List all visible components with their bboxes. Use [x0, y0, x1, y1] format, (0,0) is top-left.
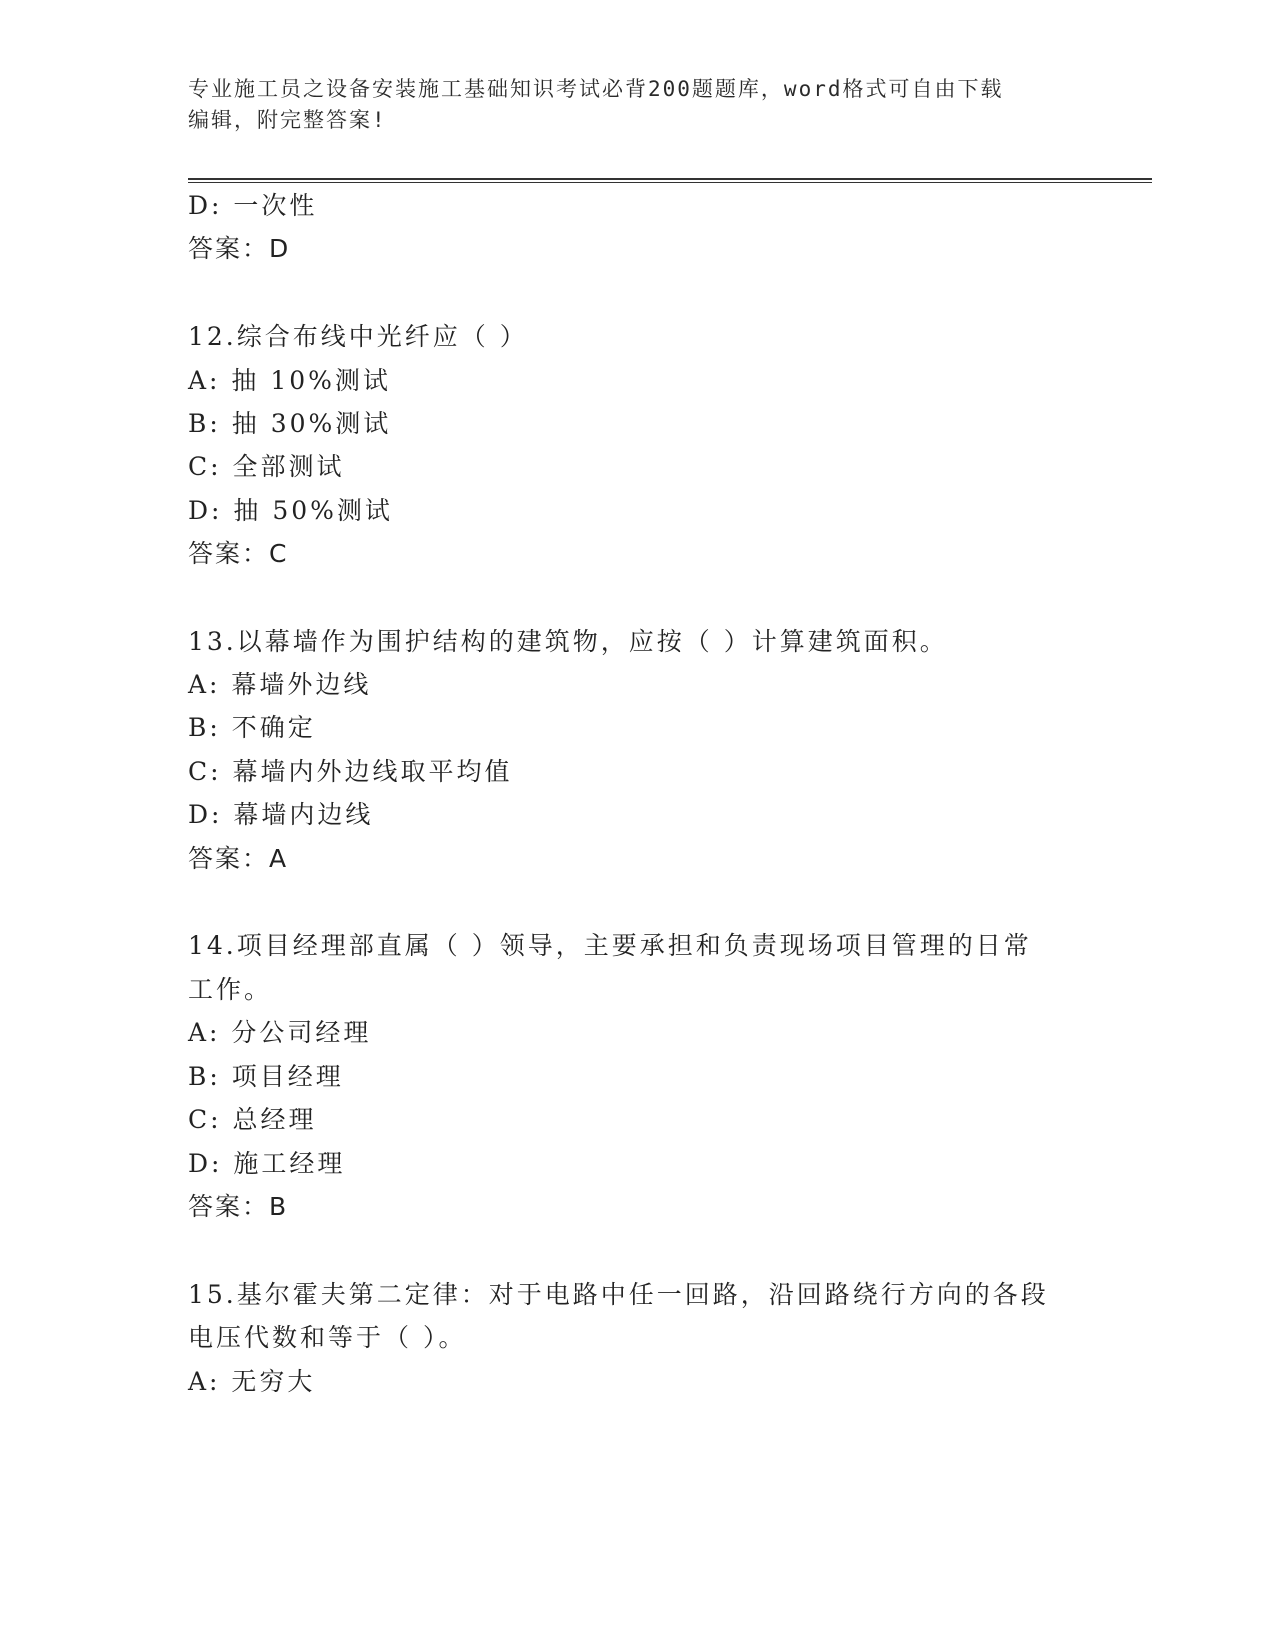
document-header [188, 74, 1088, 136]
option-line: D: 一次性 [188, 191, 318, 220]
question-line: 15.基尔霍夫第二定律：对于电路中任一回路，沿回路绕行方向的各段 [188, 1280, 1049, 1309]
option-line: C: 全部测试 [188, 452, 345, 481]
option-line: C: 总经理 [188, 1105, 317, 1134]
option-line: C: 幕墙内外边线取平均值 [188, 757, 513, 786]
option-line: A: 无穷大 [188, 1367, 316, 1396]
answer-line: 答案：A [188, 844, 289, 873]
option-line: D: 幕墙内边线 [188, 800, 374, 829]
option-line: A: 幕墙外边线 [188, 670, 372, 699]
header-title-line-2: 编辑，附完整答案! [188, 108, 387, 132]
option-line: B: 不确定 [188, 713, 316, 742]
question-line: 14.项目经理部直属（ ）领导，主要承担和负责现场项目管理的日常 [188, 931, 1032, 960]
header-rule-thick [188, 178, 1152, 180]
question-line: 工作。 [188, 975, 273, 1004]
header-title-line-1: 专业施工员之设备安装施工基础知识考试必背200题题库，word格式可自由下载 [188, 77, 1004, 101]
question-line: 电压代数和等于（ ）。 [188, 1323, 467, 1352]
question-line: 12.综合布线中光纤应（ ） [188, 322, 528, 351]
option-line: D: 抽 50%测试 [188, 496, 393, 525]
option-line: A: 抽 10%测试 [188, 366, 391, 395]
option-line: A: 分公司经理 [188, 1018, 372, 1047]
answer-line: 答案：B [188, 1192, 289, 1221]
option-line: B: 抽 30%测试 [188, 409, 392, 438]
header-rule-thin [188, 182, 1152, 183]
option-line: D: 施工经理 [188, 1149, 346, 1178]
answer-line: 答案：C [188, 539, 289, 568]
question-line: 13.以幕墙作为围护结构的建筑物，应按（ ）计算建筑面积。 [188, 627, 948, 656]
option-line: B: 项目经理 [188, 1062, 344, 1091]
answer-line: 答案：D [188, 234, 291, 263]
